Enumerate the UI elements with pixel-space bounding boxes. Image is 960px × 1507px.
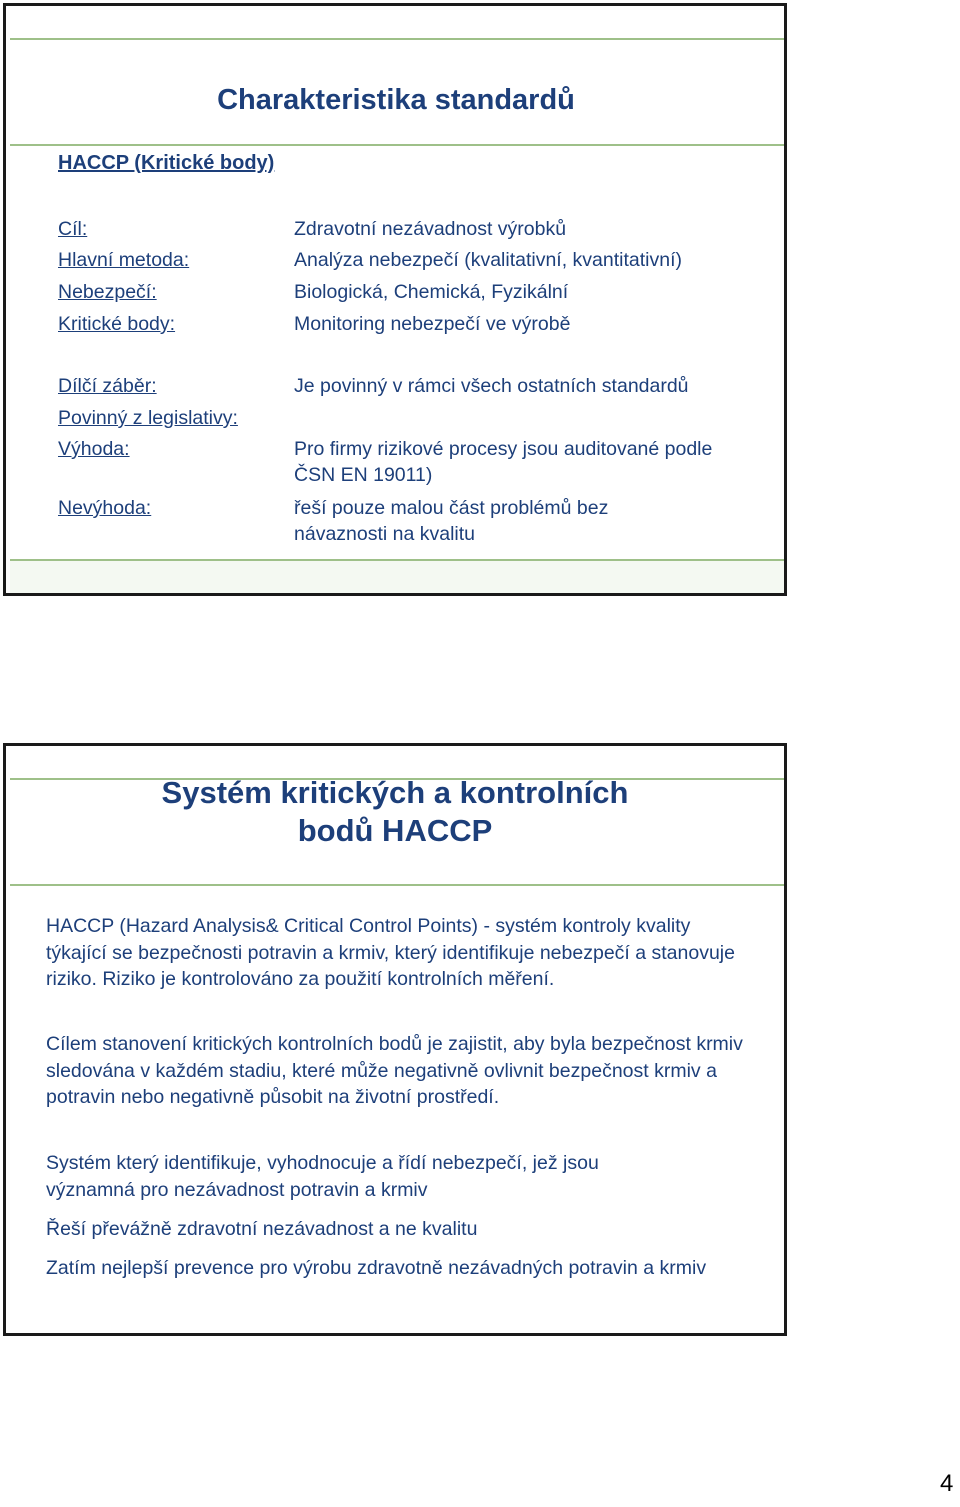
slide-title: Charakteristika standardů [217,84,575,116]
label-legislation: Povinný z legislativy: [58,407,238,429]
slide-title-text: Systém kritických a kontrolních bodů HACCP [161,775,629,848]
label-hazard: Nebezpečí: [58,281,157,303]
page-number: 4 [940,1470,954,1497]
value-main-method: Analýza nebezpečí (kvalitativní, kvantitativní) [294,249,683,271]
paragraph-health: Řeší převážně zdravotní nezávadnost a ne kvalitu [46,1218,478,1240]
header-divider-bottom [10,884,784,886]
value-hazard: Biologická, Chemická, Fyzikální [294,281,569,303]
value-advantage: Pro firmy rizikové procesy jsou auditované podle ČSN EN 19011) [294,438,713,486]
label-disadvantage: Nevýhoda: [58,497,152,519]
footer-band [10,559,784,593]
value-partial-scope: Je povinný v rámci všech ostatních standardů [294,375,689,397]
header-divider-top [10,38,784,40]
label-advantage: Výhoda: [58,438,130,460]
paragraph-goal: Cílem stanovení kritických kontrolních bodů je zajistit, aby byla bezpečnost krmiv sledována v každém stadiu, které může negativně ovlivnit bezpečnost krmiv a potravin nebo negativně působit na životní prostředí. [46,1033,743,1108]
slide-characteristics [3,3,787,596]
paragraph-prevention: Zatím nejlepší prevence pro výrobu zdravotně nezávadných potravin a krmiv [46,1257,707,1279]
label-goal: Cíl: [58,218,88,240]
label-main-method: Hlavní metoda: [58,249,190,271]
label-critical-points: Kritické body: [58,313,176,335]
paragraph-system: Systém který identifikuje, vyhodnocuje a řídí nebezpečí, jež jsou významná pro nezávadnost potravin a krmiv [46,1152,599,1201]
value-disadvantage: řeší pouze malou část problémů bez návaznosti na kvalitu [294,497,609,545]
slide-title [6,774,784,850]
label-partial-scope: Dílčí záběr: [58,375,157,397]
slide-haccp-system [3,743,787,1336]
footer-divider [10,559,784,561]
paragraph-definition: HACCP (Hazard Analysis& Critical Control Points) - systém kontroly kvality týkající se bezpečnosti potravin a krmiv, který identifikuje nebezpečí a stanovuje riziko. Riziko je kontrolováno za použití kontrolních měření. [46,915,735,990]
slide-subtitle: HACCP (Kritické body) [58,152,275,174]
header-divider-bottom [10,144,784,146]
value-goal: Zdravotní nezávadnost výrobků [294,218,567,240]
value-critical-points: Monitoring nebezpečí ve výrobě [294,313,571,335]
